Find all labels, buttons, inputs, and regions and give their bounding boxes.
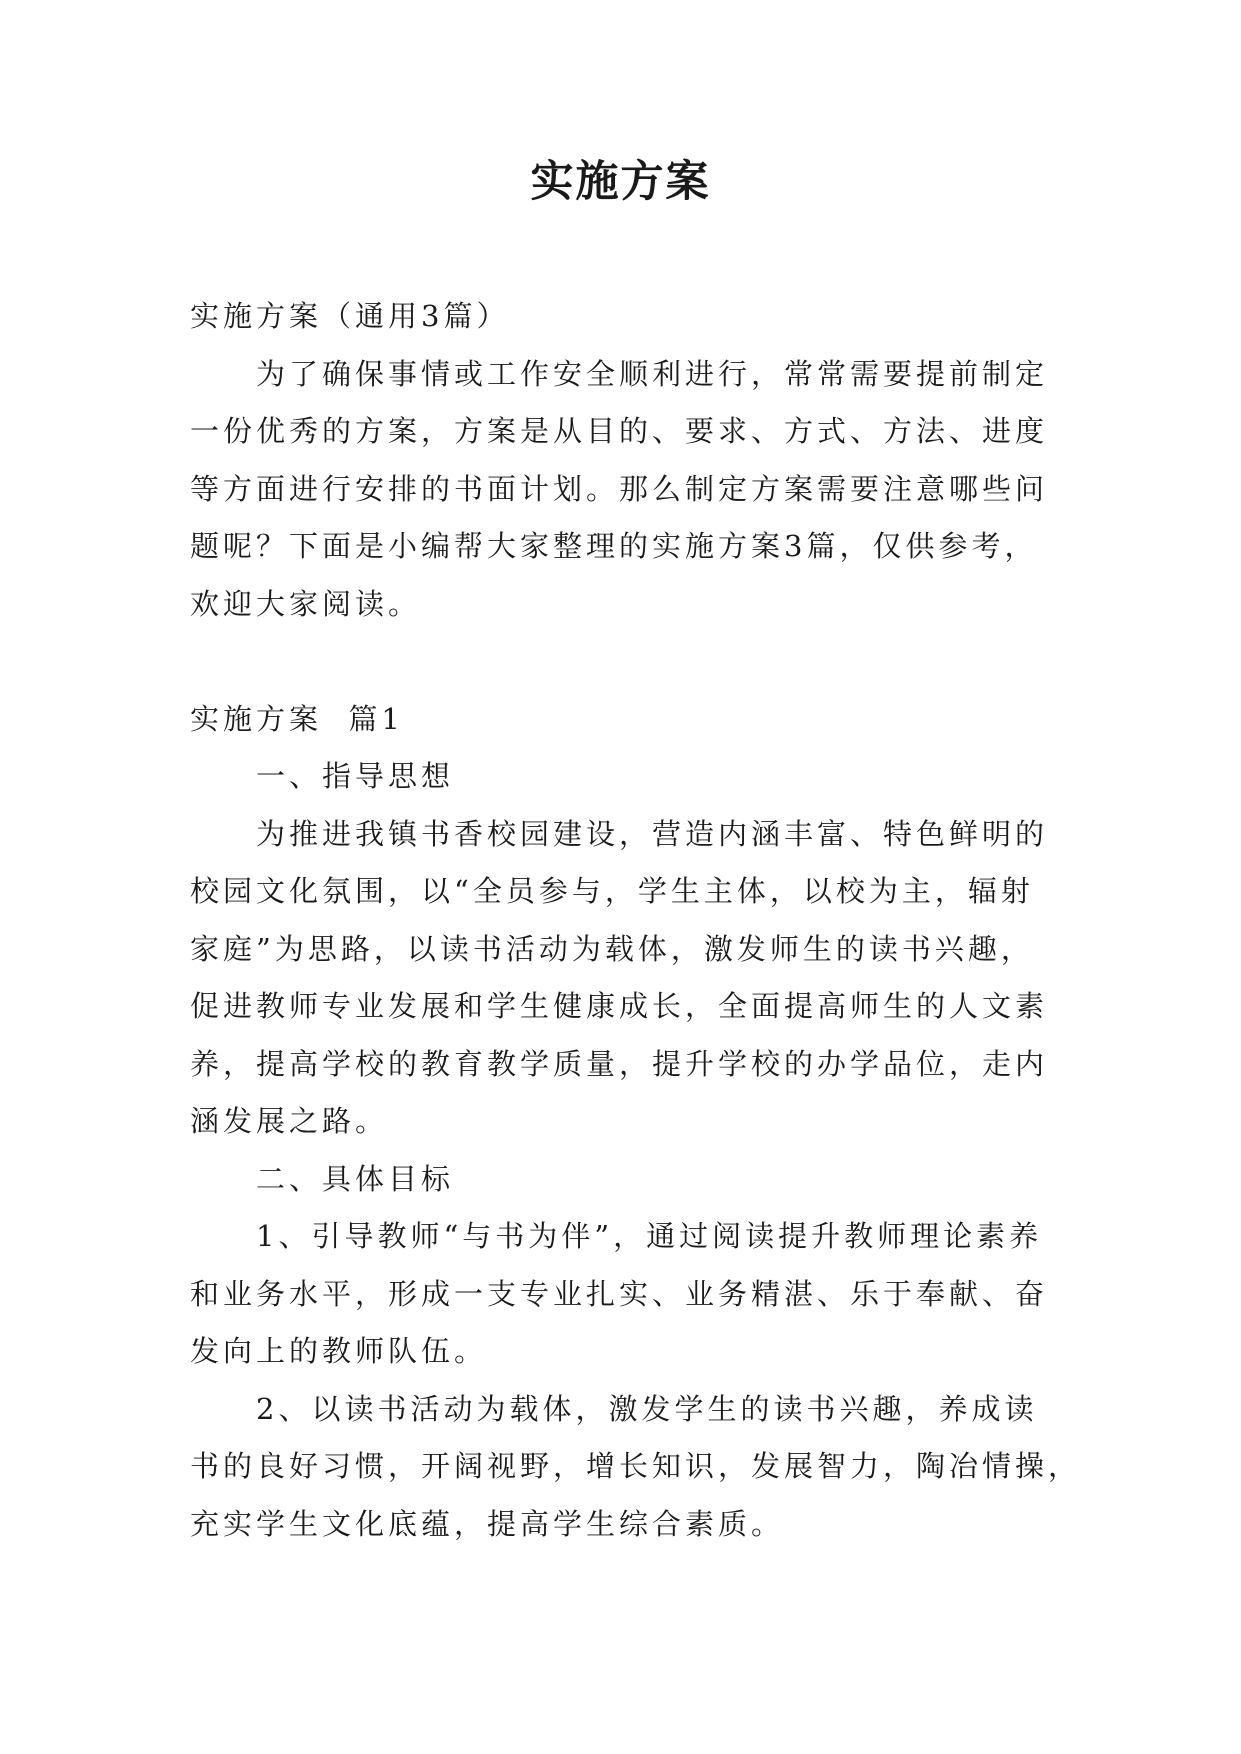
heading-guiding-ideology: 一、指导思想 <box>256 759 455 793</box>
paragraph-line: 一份优秀的方案，方案是从目的、要求、方式、方法、进度 <box>190 414 1049 448</box>
paragraph-line: 欢迎大家阅读。 <box>190 586 422 621</box>
paragraph-line: 发向上的教师队伍。 <box>190 1334 488 1368</box>
paragraph-line: 等方面进行安排的书面计划。那么制定方案需要注意哪些问 <box>190 471 1049 506</box>
paragraph-line: 2、以读书活动为载体，激发学生的读书兴趣，养成读 <box>256 1391 1038 1426</box>
document-title: 实施方案 <box>530 157 711 207</box>
paragraph-line: 家庭”为思路，以读书活动为载体，激发师生的读书兴趣， <box>190 931 1034 966</box>
paragraph-line: 1、引导教师“与书为伴”，通过阅读提升教师理论素养 <box>256 1219 1043 1253</box>
goal-2-paragraph <box>190 1381 1082 1554</box>
paragraph-line: 充实学生文化底蕴，提高学生综合素质。 <box>190 1506 785 1541</box>
paragraph-line: 养，提高学校的教育教学质量，提升学校的办学品位，走内 <box>190 1046 1049 1081</box>
paragraph-line: 题呢？下面是小编帮大家整理的实施方案3篇，仅供参考， <box>190 529 1038 563</box>
paragraph-line: 促进教师专业发展和学生健康成长，全面提高师生的人文素 <box>190 989 1049 1023</box>
blank-line <box>190 633 1070 691</box>
section-title: 实施方案 篇1 <box>190 701 404 736</box>
goal-1-paragraph <box>190 1208 1070 1381</box>
paragraph-line: 涵发展之路。 <box>190 1104 389 1138</box>
guiding-paragraph <box>190 806 1070 1151</box>
paragraph-line: 和业务水平，形成一支专业扎实、业务精湛、乐于奉献、奋 <box>190 1276 1049 1311</box>
document-subtitle: 实施方案（通用3篇） <box>190 299 510 333</box>
paragraph-line: 为推进我镇书香校园建设，营造内涵丰富、特色鲜明的 <box>256 816 1049 851</box>
paragraph-line: 为了确保事情或工作安全顺利进行，常常需要提前制定 <box>256 356 1049 391</box>
document-body <box>190 288 1082 1553</box>
paragraph-line: 书的良好习惯，开阔视野，增长知识，发展智力，陶冶情操， <box>190 1449 1082 1483</box>
heading-specific-goals: 二、具体目标 <box>256 1161 455 1196</box>
paragraph-line: 校园文化氛围，以“全员参与，学生主体，以校为主，辐射 <box>190 874 1034 908</box>
intro-paragraph <box>190 346 1070 634</box>
